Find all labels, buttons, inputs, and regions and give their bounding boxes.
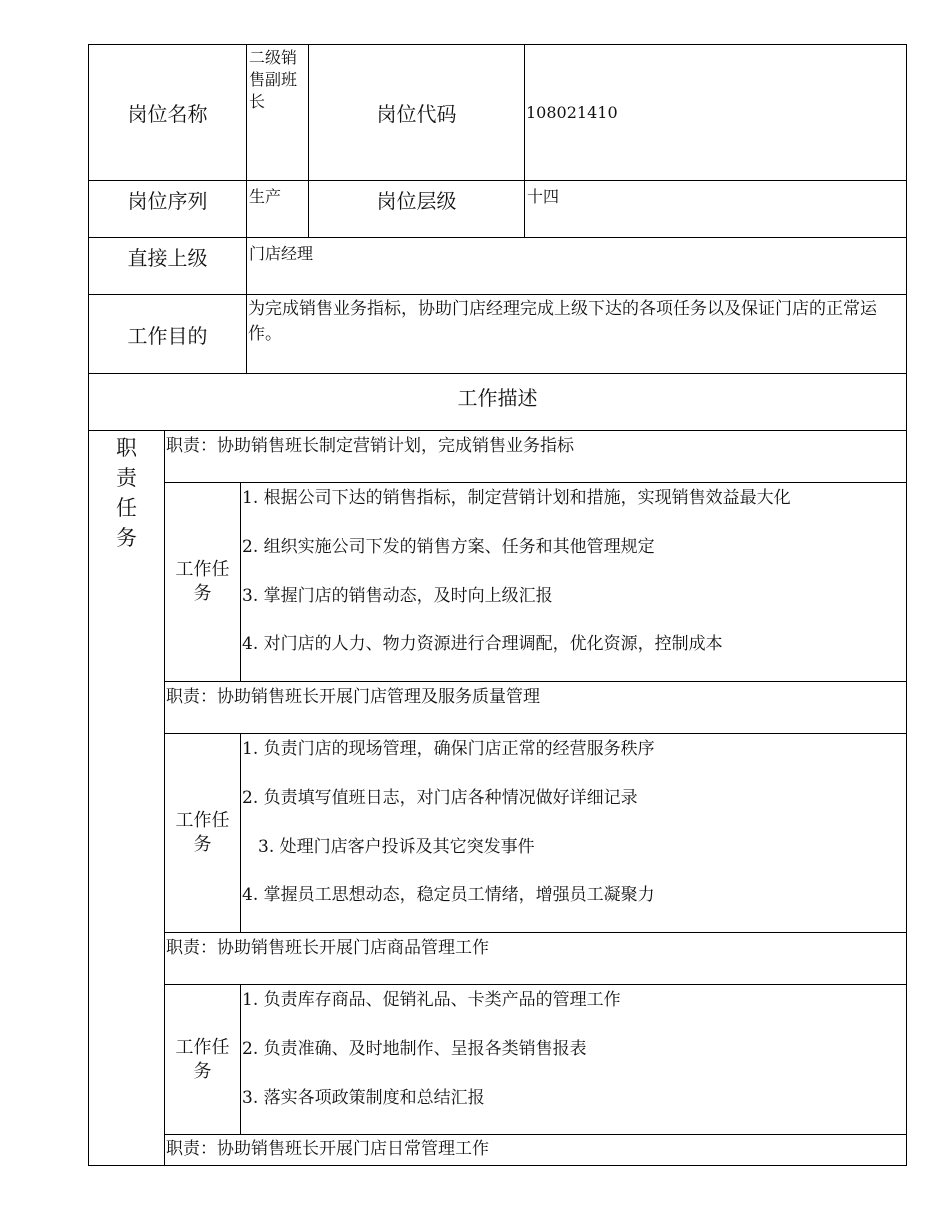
duty-title-2: 职责：协助销售班长开展门店管理及服务质量管理 xyxy=(164,681,907,734)
task-item: 2. 组织实施公司下发的销售方案、任务和其他管理规定 xyxy=(242,537,655,557)
task-label-3: 工作任务 xyxy=(164,984,241,1135)
task-label-2: 工作任务 xyxy=(164,733,241,933)
superior-label: 直接上级 xyxy=(88,237,247,295)
task-list-1 xyxy=(240,482,907,682)
position-code-value: 108021410 xyxy=(524,44,907,181)
task-item: 3. 处理门店客户投诉及其它突发事件 xyxy=(258,837,535,857)
superior-value: 门店经理 xyxy=(246,237,907,295)
purpose-label: 工作目的 xyxy=(88,294,247,374)
level-label: 岗位层级 xyxy=(308,180,525,238)
task-item: 3. 掌握门店的销售动态，及时向上级汇报 xyxy=(242,586,553,606)
description-title: 工作描述 xyxy=(88,373,907,431)
task-item: 2. 负责准确、及时地制作、呈报各类销售报表 xyxy=(242,1039,587,1059)
duty-title-3: 职责：协助销售班长开展门店商品管理工作 xyxy=(164,932,907,985)
task-list-3 xyxy=(240,984,907,1135)
task-list-2 xyxy=(240,733,907,933)
sequence-value: 生产 xyxy=(246,180,309,238)
task-item: 3. 落实各项政策制度和总结汇报 xyxy=(242,1088,485,1108)
task-label-1: 工作任务 xyxy=(164,482,241,682)
task-item: 1. 负责库存商品、促销礼品、卡类产品的管理工作 xyxy=(242,990,621,1010)
task-item: 1. 根据公司下达的销售指标，制定营销计划和措施，实现销售效益最大化 xyxy=(242,488,791,508)
task-item: 2. 负责填写值班日志，对门店各种情况做好详细记录 xyxy=(242,788,638,808)
duty-title-1: 职责：协助销售班长制定营销计划，完成销售业务指标 xyxy=(164,430,907,483)
position-name-label: 岗位名称 xyxy=(88,44,247,181)
task-item: 4. 对门店的人力、物力资源进行合理调配，优化资源，控制成本 xyxy=(242,634,723,654)
task-item: 4. 掌握员工思想动态，稳定员工情绪，增强员工凝聚力 xyxy=(242,885,655,905)
level-value: 十四 xyxy=(524,180,907,238)
duty-title-4: 职责：协助销售班长开展门店日常管理工作 xyxy=(164,1134,907,1166)
purpose-value: 为完成销售业务指标，协助门店经理完成上级下达的各项任务以及保证门店的正常运作。 xyxy=(246,294,907,374)
task-item: 1. 负责门店的现场管理，确保门店正常的经营服务秩序 xyxy=(242,739,655,759)
sequence-label: 岗位序列 xyxy=(88,180,247,238)
position-name-value: 二级销售副班长 xyxy=(246,44,309,181)
position-code-label: 岗位代码 xyxy=(308,44,525,181)
duty-column-label: 职责任务 xyxy=(88,430,165,1166)
